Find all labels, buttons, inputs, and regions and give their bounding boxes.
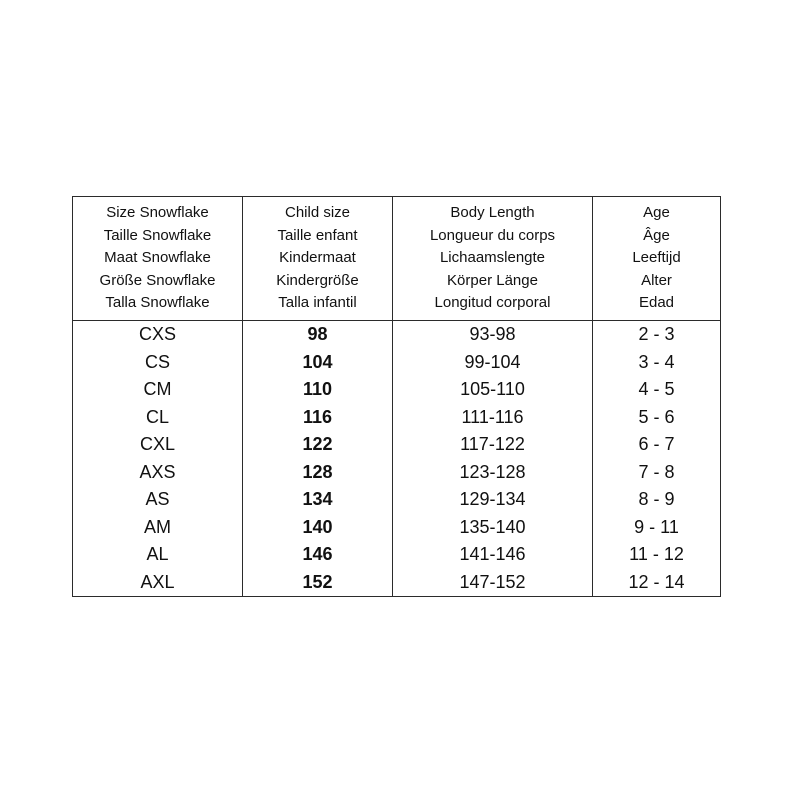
header-label: Leeftijd (632, 249, 681, 267)
age-cell: 2 - 3 (593, 321, 721, 349)
size-cell: CXL (73, 431, 243, 459)
age-cell: 8 - 9 (593, 486, 721, 514)
size-cell: AXS (73, 459, 243, 487)
body-length-cell: 111-116 (393, 404, 593, 432)
header-label: Kindergröße (276, 271, 359, 289)
child-size-cell: 116 (243, 404, 393, 432)
body-length-cell: 117-122 (393, 431, 593, 459)
header-label: Longueur du corps (429, 226, 556, 244)
header-label: Longitud corporal (434, 294, 551, 312)
age-cell: 7 - 8 (593, 459, 721, 487)
size-cell: AM (73, 514, 243, 542)
body-length-cell: 135-140 (393, 514, 593, 542)
body-length-cell: 147-152 (393, 569, 593, 597)
size-cell: AS (73, 486, 243, 514)
header-label: Size Snowflake (106, 204, 209, 222)
age-cell: 11 - 12 (593, 541, 721, 569)
header-label: Edad (638, 294, 675, 312)
size-cell: CXS (73, 321, 243, 349)
body-length-cell: 105-110 (393, 376, 593, 404)
header-label: Lichaamslengte (439, 249, 546, 267)
size-cell: CM (73, 376, 243, 404)
age-cell: 6 - 7 (593, 431, 721, 459)
table-row (73, 431, 721, 459)
age-cell: 12 - 14 (593, 569, 721, 597)
header-label: Âge (643, 226, 670, 244)
body-length-cell: 93-98 (393, 321, 593, 349)
header-label: Größe Snowflake (99, 271, 216, 289)
header-size-snowflake (73, 197, 243, 321)
table-row (73, 569, 721, 597)
table-row (73, 486, 721, 514)
size-cell: CL (73, 404, 243, 432)
header-label: Talla infantil (278, 294, 357, 312)
header-label: Child size (284, 204, 351, 222)
table-row (73, 404, 721, 432)
child-size-cell: 122 (243, 431, 393, 459)
header-label: Körper Länge (447, 271, 538, 289)
age-cell: 4 - 5 (593, 376, 721, 404)
table-row (73, 349, 721, 377)
header-label: Maat Snowflake (104, 249, 211, 267)
child-size-cell: 104 (243, 349, 393, 377)
body-length-cell: 99-104 (393, 349, 593, 377)
table-row (73, 376, 721, 404)
header-label: Age (643, 204, 670, 222)
size-chart-table (72, 196, 721, 597)
header-label: Taille Snowflake (103, 226, 212, 244)
size-cell: AL (73, 541, 243, 569)
child-size-cell: 98 (243, 321, 393, 349)
age-cell: 3 - 4 (593, 349, 721, 377)
body-length-cell: 141-146 (393, 541, 593, 569)
child-size-cell: 128 (243, 459, 393, 487)
body-length-cell: 129-134 (393, 486, 593, 514)
header-body-length (393, 197, 593, 321)
table-row (73, 321, 721, 349)
size-cell: CS (73, 349, 243, 377)
header-label: Kindermaat (279, 249, 356, 267)
header-label: Alter (641, 271, 672, 289)
child-size-cell: 140 (243, 514, 393, 542)
header-age (593, 197, 721, 321)
child-size-cell: 134 (243, 486, 393, 514)
age-cell: 5 - 6 (593, 404, 721, 432)
table-row (73, 459, 721, 487)
table-row (73, 514, 721, 542)
header-child-size (243, 197, 393, 321)
body-length-cell: 123-128 (393, 459, 593, 487)
header-label: Body Length (450, 204, 535, 222)
table-row (73, 541, 721, 569)
header-row (73, 197, 721, 321)
child-size-cell: 146 (243, 541, 393, 569)
child-size-cell: 110 (243, 376, 393, 404)
header-label: Talla Snowflake (105, 294, 210, 312)
header-label: Taille enfant (277, 226, 358, 244)
size-cell: AXL (73, 569, 243, 597)
age-cell: 9 - 11 (593, 514, 721, 542)
child-size-cell: 152 (243, 569, 393, 597)
